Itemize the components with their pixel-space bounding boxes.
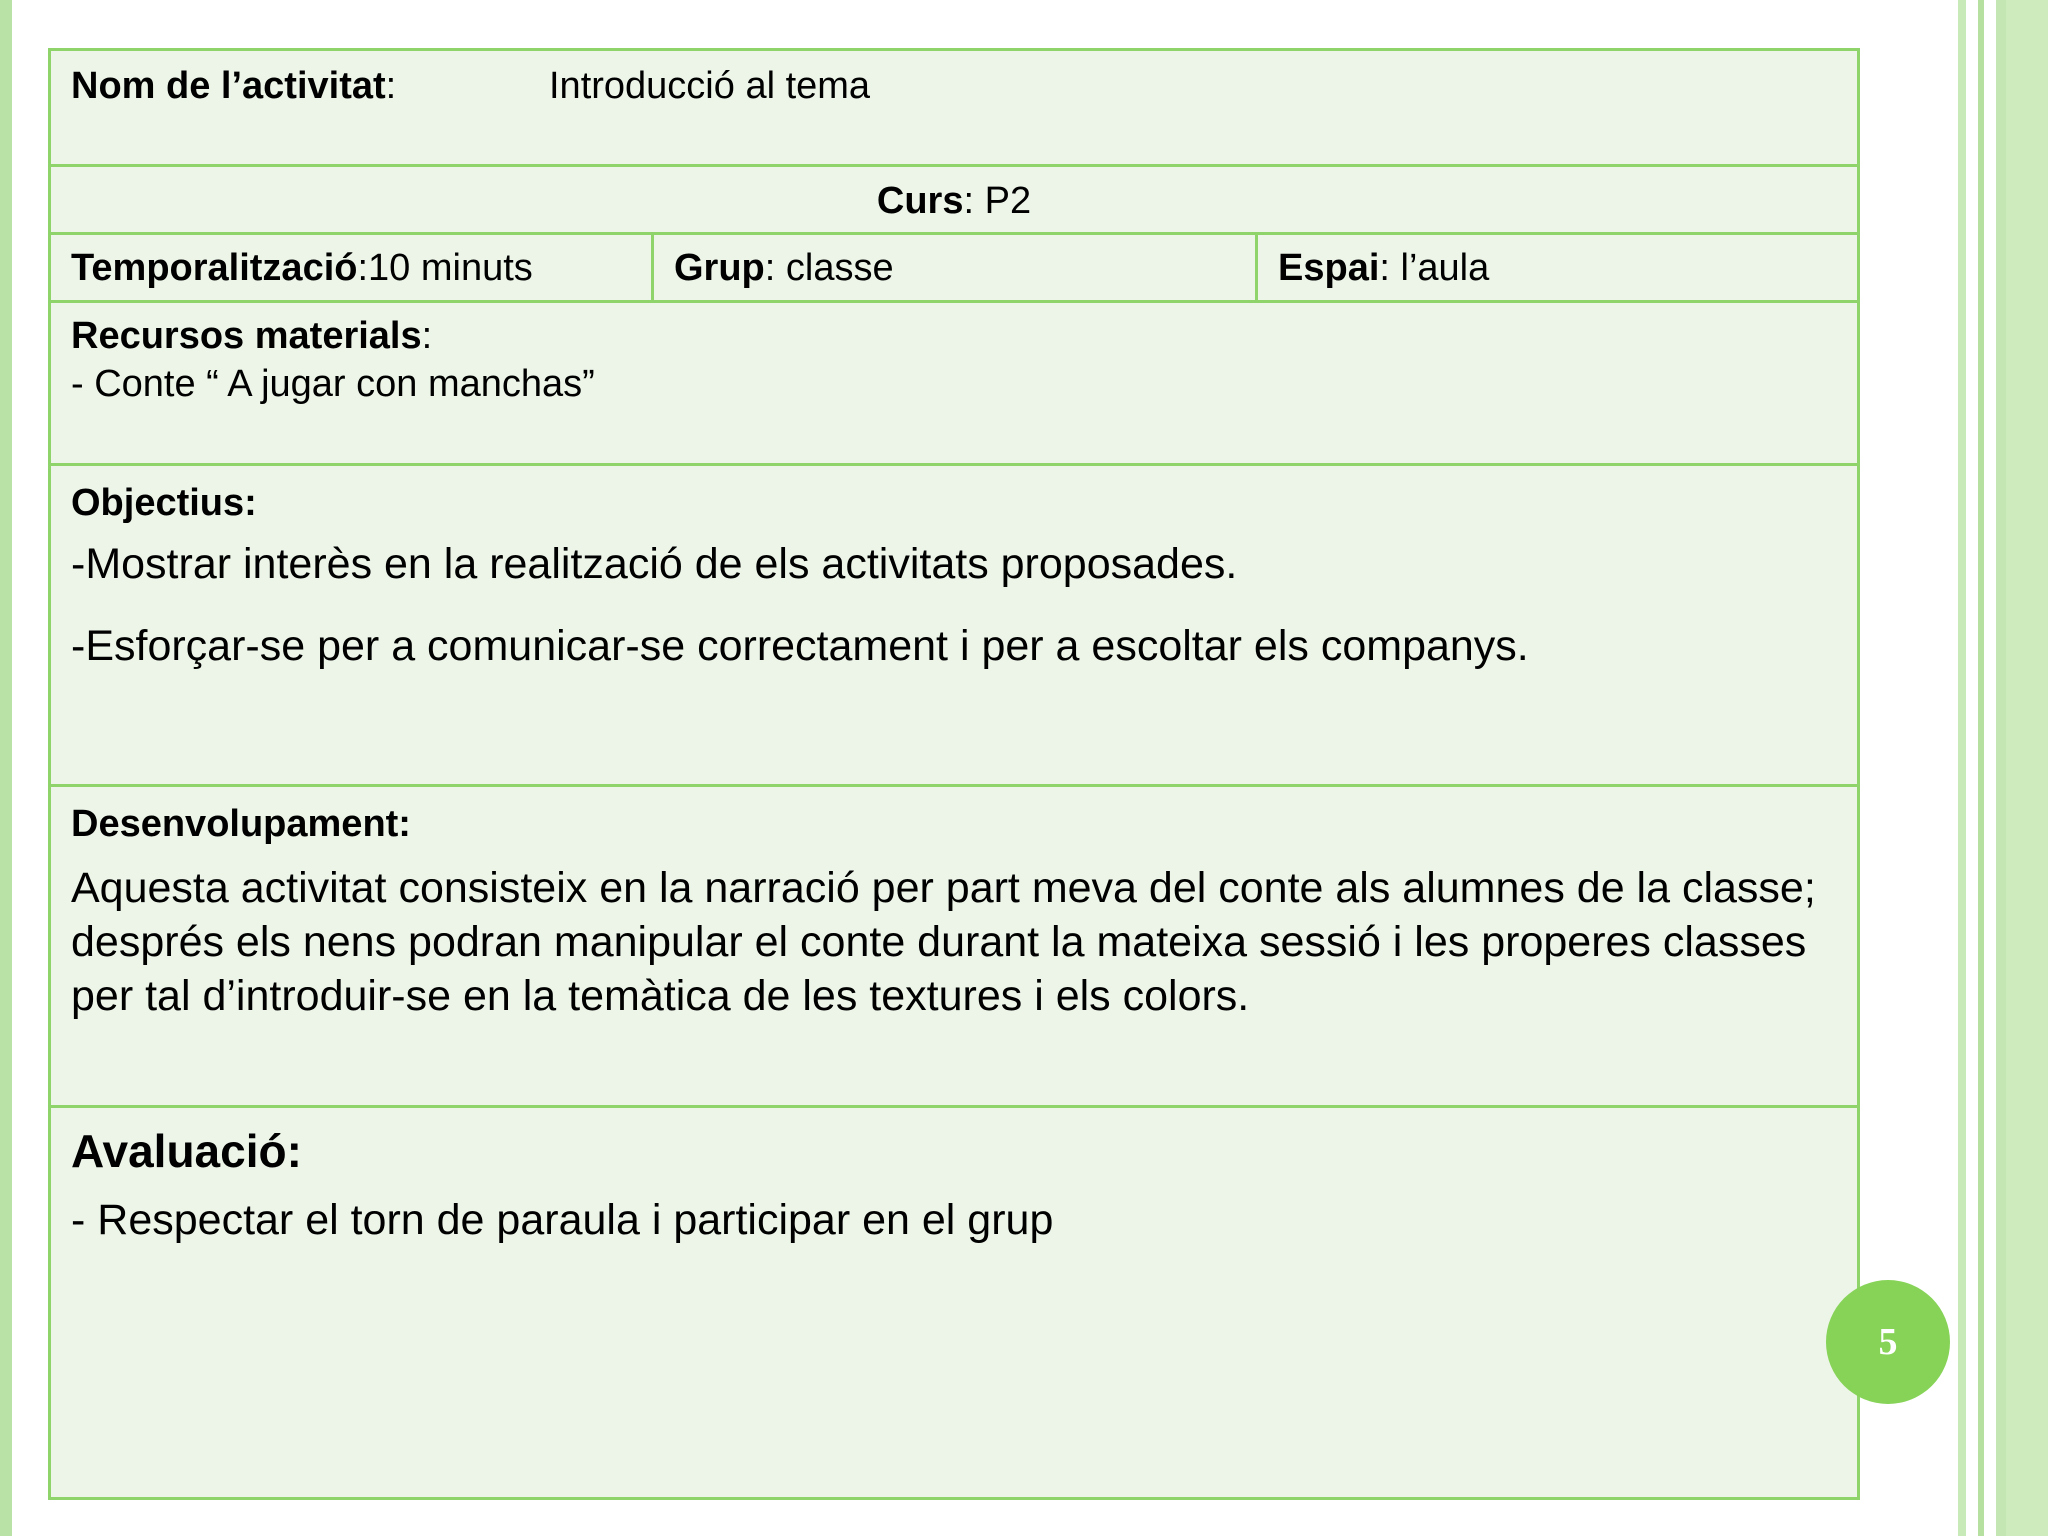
page-number-badge: 5 (1826, 1280, 1950, 1404)
evaluation-label: Avaluació: (71, 1125, 302, 1177)
space-cell: Espai: l’aula (1278, 247, 1490, 289)
development-label: Desenvolupament: (71, 803, 411, 845)
activity-name-row (51, 51, 1857, 167)
time-cell: Temporalització:10 minuts (51, 235, 654, 300)
objective-item: -Esforçar-se per a comunicar-se correctament i per a escoltar els companys. (71, 622, 1529, 670)
activity-name-value: Introducció al tema (549, 65, 871, 107)
resource-item: - Conte “ A jugar con manchas” (71, 363, 595, 405)
details-row (51, 235, 1857, 303)
course-value: P2 (984, 180, 1032, 222)
right-decorative-stripe (1958, 0, 1966, 1536)
right-decorative-stripe (1996, 0, 2006, 1536)
objective-item: -Mostrar interès en la realització de els activitats proposades. (71, 540, 1238, 588)
resources-row (51, 303, 1857, 466)
evaluation-row (51, 1108, 1857, 1500)
activity-card (48, 48, 1860, 1500)
right-decorative-band (2006, 0, 2048, 1536)
right-decorative-stripe (1978, 0, 1984, 1536)
course-label: Curs (876, 180, 964, 222)
course-row: Curs: P2 (51, 167, 1857, 235)
resources-label: Recursos materials: (71, 315, 433, 357)
evaluation-item: - Respectar el torn de paraula i participar en el grup (71, 1196, 1054, 1244)
development-row (51, 787, 1857, 1108)
left-decorative-stripe (0, 0, 12, 1536)
group-cell: Grup: classe (654, 235, 1258, 300)
activity-name-label: Nom de l’activitat: (71, 65, 397, 107)
development-text: Aquesta activitat consisteix en la narració per part meva del conte als alumnes de la classe; després els nens podran manipular el conte durant la mateixa sessió i les properes classes per tal d’introduir-se en la temàtica de les textures i els colors. (71, 864, 1816, 1020)
objectives-row (51, 466, 1857, 787)
objectives-label: Objectius: (71, 482, 257, 524)
